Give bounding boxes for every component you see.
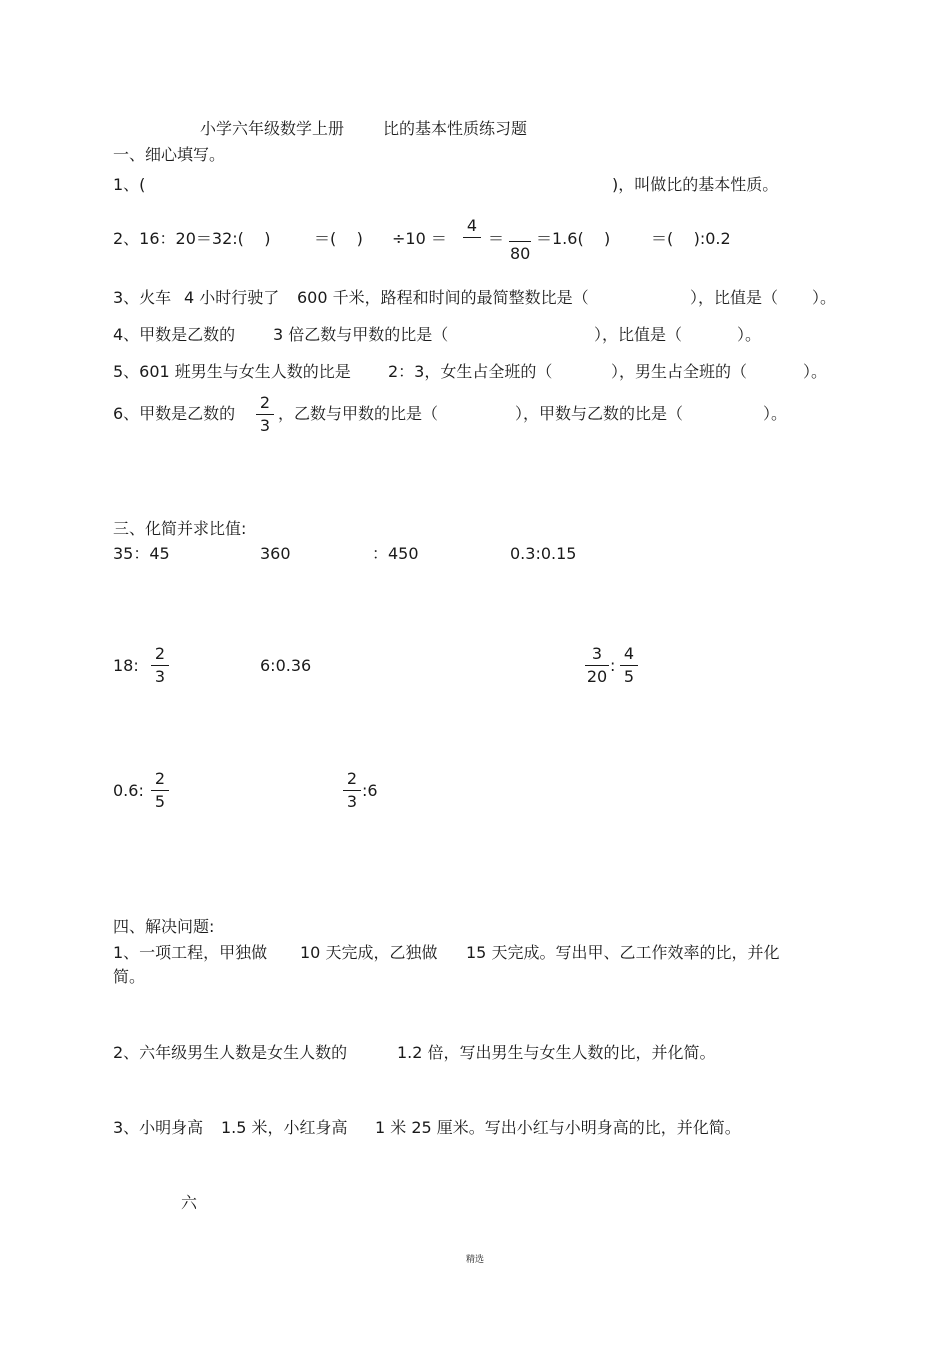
section-heading-3: 三、化简并求比值:: [113, 519, 247, 538]
ratio-35-45: 35：45: [113, 544, 170, 563]
fraction-bar: [463, 237, 481, 238]
section-heading-1: 一、细心填写。: [113, 145, 226, 164]
numerator: 2: [154, 769, 166, 788]
problem-2-part-a: 2、六年级男生人数是女生人数的: [113, 1043, 348, 1062]
q2-part-d: ＝1.6( ): [536, 229, 611, 248]
q6-part-a: 6、甲数是乙数的: [113, 404, 236, 423]
ratio-360: 360: [260, 544, 291, 563]
ratio-6-0.36: 6:0.36: [260, 656, 312, 675]
page-title-sub: 比的基本性质练习题: [383, 119, 528, 138]
q3-part-e: ）。: [812, 288, 837, 307]
ratio-colon: :: [610, 656, 616, 675]
denominator: 3: [346, 792, 358, 811]
q4-part-c: ），比值是（: [594, 325, 683, 344]
fraction-bar: [151, 790, 169, 791]
q3-part-a: 3、火车: [113, 288, 172, 307]
ratio-0.3-0.15: 0.3:0.15: [510, 544, 577, 563]
ratio-0.6: 0.6:: [113, 781, 144, 800]
q5-part-b: 2：3，女生占全班的（: [388, 362, 553, 381]
q2-part-e: ＝( ):0.2: [651, 229, 731, 248]
numerator: 4: [623, 644, 635, 663]
numerator: 3: [591, 644, 603, 663]
ratio-2-3-fraction: [343, 770, 361, 811]
denominator: 3: [154, 667, 166, 686]
ratio-18: 18:: [113, 656, 139, 675]
problem-1-part-a: 1、一项工程，甲独做: [113, 943, 268, 962]
ratio-4-5-fraction: [620, 645, 638, 686]
q6-numerator: 2: [259, 393, 271, 412]
problem-1-part-c: 15 天完成。写出甲、乙工作效率的比，并化: [466, 943, 780, 962]
q2-fraction-1-numerator: 4: [466, 216, 478, 235]
q6-denominator: 3: [259, 416, 271, 435]
q5-part-c: ），男生占全班的（: [611, 362, 748, 381]
q4-part-d: ）。: [737, 325, 762, 344]
denominator: 5: [154, 792, 166, 811]
problem-3-part-b: 1.5 米，小红身高: [221, 1118, 348, 1137]
numerator: 2: [346, 769, 358, 788]
numerator: 2: [154, 644, 166, 663]
ratio-6: :6: [362, 781, 378, 800]
q6-part-c: ），甲数与乙数的比是（: [515, 404, 684, 423]
q3-part-c: 600 千米，路程和时间的最简整数比是（: [297, 288, 589, 307]
ratio-18-fraction: [151, 645, 169, 686]
q2-fraction-1: [463, 217, 481, 258]
q3-part-d: ），比值是（: [690, 288, 779, 307]
problem-1-part-b: 10 天完成，乙独做: [300, 943, 438, 962]
fraction-bar: [620, 665, 638, 666]
q2-fraction-2-bar: [509, 241, 531, 242]
problem-2-part-b: 1.2 倍，写出男生与女生人数的比，并化简。: [397, 1043, 716, 1062]
fraction-bar: [343, 790, 361, 791]
q3-part-b: 4 小时行驶了: [184, 288, 280, 307]
q1-start: 1、(: [113, 175, 146, 194]
q4-part-b: 3 倍乙数与甲数的比是（: [273, 325, 449, 344]
page-footer: 精选: [466, 1255, 485, 1265]
q1-end: )，叫做比的基本性质。: [612, 175, 779, 194]
page-title: 小学六年级数学上册: [200, 119, 345, 138]
fraction-bar: [151, 665, 169, 666]
q6-part-d: ）。: [763, 404, 788, 423]
denominator: 20: [586, 667, 608, 686]
q2-part-b: ＝( ): [314, 229, 363, 248]
q5-part-a: 5、601 班男生与女生人数的比是: [113, 362, 351, 381]
section-six-marker: 六: [181, 1193, 198, 1212]
problem-3-part-c: 1 米 25 厘米。写出小红与小明身高的比，并化简。: [375, 1118, 741, 1137]
ratio-3-20-fraction: [585, 645, 609, 686]
q6-part-b: ，乙数与甲数的比是（: [278, 404, 439, 423]
q2-fraction-1-blank: [463, 240, 481, 258]
fraction-bar: [585, 665, 609, 666]
q2-part-c: ÷10 ＝: [392, 229, 447, 248]
q2-fraction-2-denominator: 80: [510, 244, 531, 263]
fraction-bar: [256, 414, 274, 415]
problem-3-part-a: 3、小明身高: [113, 1118, 204, 1137]
ratio-450: ：450: [372, 544, 419, 563]
q4-part-a: 4、甲数是乙数的: [113, 325, 236, 344]
q2-equals: ＝: [488, 229, 505, 248]
q2-part-a: 2、16：20＝32:( ): [113, 229, 271, 248]
q6-fraction: [256, 394, 274, 435]
section-heading-4: 四、解决问题:: [113, 917, 215, 936]
problem-1-part-d: 简。: [113, 967, 146, 986]
q5-part-d: ）。: [803, 362, 828, 381]
denominator: 5: [623, 667, 635, 686]
ratio-0.6-fraction: [151, 770, 169, 811]
